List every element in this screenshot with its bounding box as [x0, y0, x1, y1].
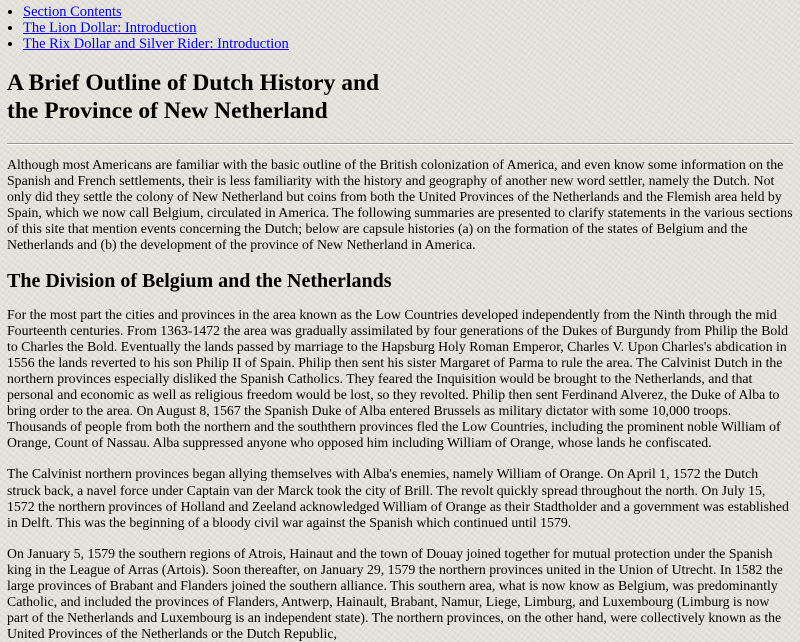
- rix-dollar-link[interactable]: The Rix Dollar and Silver Rider: Introduction: [23, 36, 289, 52]
- horizontal-rule: [7, 143, 793, 145]
- page-title: [7, 69, 793, 125]
- navigation-links: [7, 4, 793, 52]
- page-title-line-1: A Brief Outline of Dutch History and: [7, 70, 380, 96]
- nav-item: [23, 20, 793, 36]
- section-heading-division: The Division of Belgium and the Netherlands: [7, 269, 392, 292]
- page-title-line-2: the Province of New Netherland: [7, 98, 328, 124]
- intro-paragraph: Although most Americans are familiar with the basic outline of the British colonization of America, and even know some information on the Spanish and French settlements, their is less familiarity with the history and geography of another new word settler, namely the Dutch. Not only did they settle the colony of New Netherland but coins from both the United Provinces of the Netherlands and the Flemish area held by Spain, which we now call Belgium, circulated in America. The following summaries are presented to clarify statements in the various sections of this site that mention events concerning the Dutch; below are capsule histories (a) on the formation of the states of Belgium and the Netherlands and (b) the development of the province of New Netherland in America.: [7, 157, 793, 253]
- body-paragraph: On January 5, 1579 the southern regions of Atrois, Hainaut and the town of Douay joined together for mutual protection under the Spanish king in the League of Arras (Artois). Soon thereafter, on January 29, 1579 the northern provinces united in the Union of Utrecht. In 1582 the large provinces of Brabant and Flanders joined the southern alliance. This southern area, what is now know as Belgium, was predominantly Catholic, and included the provinces of Flanders, Antwerp, Hainault, Brabant, Namur, Liege, Limburg, and Luxembourg (Limburg is now part of the Netherlands and Luxembourg is an independent state). The northern provinces, on the other hand, were collectively known as the United Provinces of the Netherlands or the Dutch Republic,: [7, 545, 783, 642]
- body-paragraph: The Calvinist northern provinces began allying themselves with Alba's enemies, namely William of Orange. On April 1, 1572 the Dutch struck back, a navel force under Captain van der Marck took the city of Brill. The revolt quickly spread throughout the north. On July 15, 1572 the northern provinces of Holland and Zeeland acknowledged William of Orange as their Stadtholder and a government was established in Delft. This was the beginning of a bloody civil war against the Spanish which continued until 1579.: [7, 466, 789, 530]
- nav-item: [23, 4, 793, 20]
- nav-item: [23, 36, 793, 52]
- body-paragraph: For the most part the cities and provinces in the area known as the Low Countries developed independently from the Ninth through the mid Fourteenth centuries. From 1363-1472 the area was gradually assimilated by four generations of the Dukes of Burgundy from Philip the Bold to Charles the Bold. Eventually the lands passed by marriage to the Hapsburg Holy Roman Emperor, Charles V. Upon Charles's abdication in 1556 the lands reverted to his son Philip II of Spain. Philip then sent his sister Margaret of Parma to rule the area. The Calvinist Dutch in the northern provinces especially disliked the Spanish Catholics. They feared the Inquisition would be brought to the Netherlands, and that personal and economic as well as religious freedom would be lost, so they revolted. Philip then sent Ferdinand Alverez, the Duke of Alba to bring order to the area. On August 8, 1567 the Spanish Duke of Alba entered Brussels as military dictator with some 10,000 troops. Thousands of people from both the northern and the souththern provinces fled the Low Countries, including the prominent noble William of Orange, Count of Nassau. Alba suppressed anyone who opposed him including William of Orange, whose lands he confiscated.: [7, 306, 789, 451]
- lion-dollar-link[interactable]: The Lion Dollar: Introduction: [23, 20, 197, 36]
- section-contents-link[interactable]: Section Contents: [23, 4, 122, 20]
